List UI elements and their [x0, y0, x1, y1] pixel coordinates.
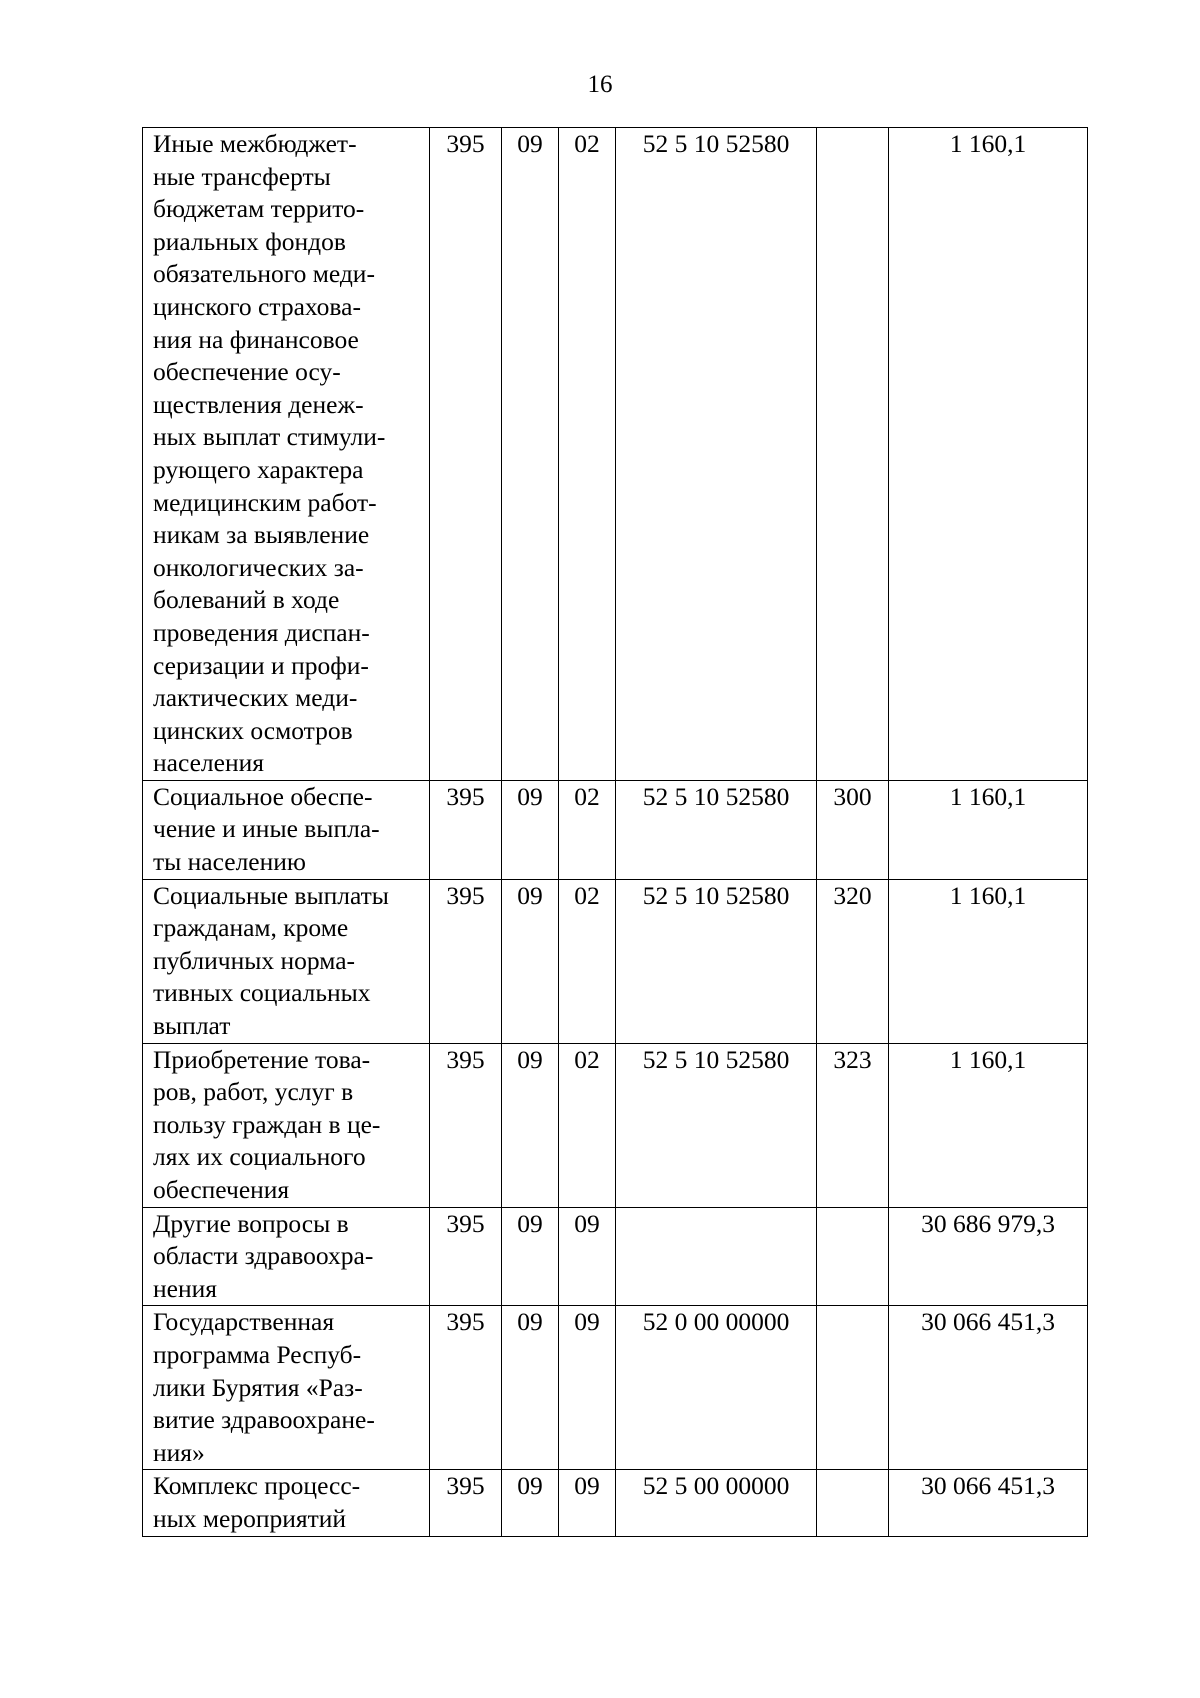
row-name-line: пользу граждан в це- [153, 1109, 381, 1139]
table-row [143, 780, 1088, 879]
row-name-line: Социальные выплаты [153, 880, 389, 910]
page-number: 16 [587, 71, 613, 98]
subsection-code-cell: 09 [559, 1207, 616, 1306]
target-article-cell: 52 5 10 52580 [616, 780, 817, 879]
row-name-line: болеваний в ходе [153, 585, 340, 615]
section-code-cell: 09 [502, 879, 559, 1043]
row-name-cell [143, 1306, 430, 1470]
row-name-line: Приобретение това- [153, 1044, 371, 1074]
row-name-line: публичных норма- [153, 945, 356, 975]
amount-cell: 30 686 979,3 [889, 1207, 1088, 1306]
section-code-cell: 09 [502, 1306, 559, 1470]
grbs-code-cell: 395 [430, 1043, 502, 1207]
section-code-cell: 09 [502, 128, 559, 781]
row-name-line: выплат [153, 1011, 231, 1041]
row-name-line: гражданам, кроме [153, 913, 349, 943]
row-name-line: чение и иные выпла- [153, 814, 380, 844]
row-name-cell [143, 780, 430, 879]
row-name-line: ных мероприятий [153, 1503, 347, 1533]
row-name-line: ществления денеж- [153, 389, 364, 419]
expense-type-cell [817, 1207, 889, 1306]
expense-type-cell [817, 1470, 889, 1536]
row-name-cell [143, 879, 430, 1043]
subsection-code-cell: 02 [559, 780, 616, 879]
row-name-line: населения [153, 748, 264, 778]
table-row [143, 128, 1088, 781]
row-name-line: рующего характера [153, 454, 364, 484]
amount-cell: 1 160,1 [889, 780, 1088, 879]
row-name-cell [143, 1207, 430, 1306]
row-name-line: цинского страхова- [153, 291, 361, 321]
row-name-line: витие здравоохране- [153, 1405, 375, 1435]
row-name-line: Иные межбюджет- [153, 129, 357, 158]
row-name-line: серизации и профи- [153, 650, 369, 680]
section-code-cell: 09 [502, 1207, 559, 1306]
subsection-code-cell: 02 [559, 128, 616, 781]
row-name-cell [143, 1043, 430, 1207]
target-article-cell: 52 0 00 00000 [616, 1306, 817, 1470]
amount-cell: 1 160,1 [889, 128, 1088, 781]
row-name-line: лях их социального [153, 1142, 366, 1172]
row-name-line: тивных социальных [153, 978, 371, 1008]
row-name-line: ния» [153, 1437, 205, 1467]
row-name-line: цинских осмотров [153, 715, 353, 745]
row-name-line: ных выплат стимули- [153, 422, 386, 452]
row-name-line: Государственная [153, 1307, 335, 1337]
expense-type-cell [817, 128, 889, 781]
amount-cell: 1 160,1 [889, 1043, 1088, 1207]
target-article-cell: 52 5 10 52580 [616, 1043, 817, 1207]
target-article-cell: 52 5 10 52580 [616, 128, 817, 781]
subsection-code-cell: 09 [559, 1470, 616, 1536]
subsection-code-cell: 02 [559, 879, 616, 1043]
section-code-cell: 09 [502, 1043, 559, 1207]
row-name-line: программа Респуб- [153, 1339, 362, 1369]
row-name-cell [143, 128, 430, 781]
row-name-cell [143, 1470, 430, 1536]
target-article-cell: 52 5 00 00000 [616, 1470, 817, 1536]
expense-type-cell: 320 [817, 879, 889, 1043]
table-row [143, 1207, 1088, 1306]
grbs-code-cell: 395 [430, 879, 502, 1043]
table-row [143, 879, 1088, 1043]
row-name-line: ные трансферты [153, 161, 331, 191]
target-article-cell [616, 1207, 817, 1306]
row-name-line: Другие вопросы в [153, 1208, 349, 1238]
row-name-line: медицинским работ- [153, 487, 377, 517]
row-name-line: бюджетам террито- [153, 194, 365, 224]
subsection-code-cell: 09 [559, 1306, 616, 1470]
expense-type-cell: 323 [817, 1043, 889, 1207]
subsection-code-cell: 02 [559, 1043, 616, 1207]
row-name-line: Комплекс процесс- [153, 1471, 361, 1501]
row-name-line: ты населению [153, 847, 306, 877]
row-name-line: ния на финансовое [153, 324, 359, 354]
amount-cell: 30 066 451,3 [889, 1306, 1088, 1470]
row-name-line: онкологических за- [153, 552, 364, 582]
row-name-line: Социальное обеспе- [153, 781, 373, 811]
row-name-line: лики Бурятия «Раз- [153, 1372, 363, 1402]
grbs-code-cell: 395 [430, 780, 502, 879]
row-name-line: лактических меди- [153, 683, 358, 713]
table-body [143, 128, 1088, 1537]
grbs-code-cell: 395 [430, 1207, 502, 1306]
amount-cell: 30 066 451,3 [889, 1470, 1088, 1536]
row-name-line: обеспечение осу- [153, 357, 341, 387]
table-row [143, 1043, 1088, 1207]
table-row [143, 1470, 1088, 1536]
target-article-cell: 52 5 10 52580 [616, 879, 817, 1043]
grbs-code-cell: 395 [430, 128, 502, 781]
row-name-line: никам за выявление [153, 520, 370, 550]
row-name-line: обеспечения [153, 1175, 290, 1204]
expense-type-cell [817, 1306, 889, 1470]
row-name-line: обязательного меди- [153, 259, 375, 289]
row-name-line: проведения диспан- [153, 617, 370, 647]
grbs-code-cell: 395 [430, 1470, 502, 1536]
grbs-code-cell: 395 [430, 1306, 502, 1470]
section-code-cell: 09 [502, 1470, 559, 1536]
section-code-cell: 09 [502, 780, 559, 879]
table-row [143, 1306, 1088, 1470]
row-name-line: риальных фондов [153, 226, 346, 256]
row-name-line: ров, работ, услуг в [153, 1077, 354, 1107]
amount-cell: 1 160,1 [889, 879, 1088, 1043]
budget-table [142, 127, 1088, 1537]
expense-type-cell: 300 [817, 780, 889, 879]
row-name-line: области здравоохра- [153, 1241, 374, 1271]
row-name-line: нения [153, 1273, 217, 1303]
